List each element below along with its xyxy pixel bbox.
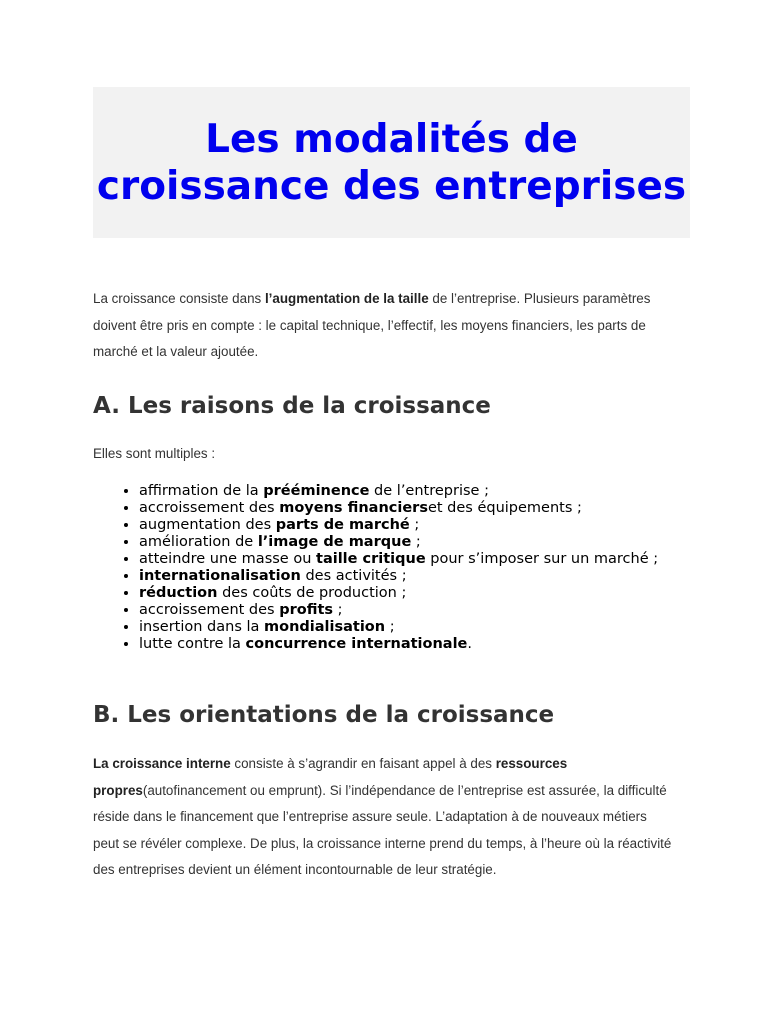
item-text: ;: [409, 517, 420, 533]
item-keyword: l’image de marque: [257, 534, 412, 550]
list-item: [139, 500, 679, 517]
item-keyword: taille critique: [316, 551, 426, 567]
list-item: [139, 602, 679, 619]
item-text: ;: [385, 619, 395, 635]
para-text: consiste à s’agrandir en faisant appel à des: [230, 756, 496, 771]
list-item: [139, 636, 679, 653]
item-keyword: moyens financiers: [279, 500, 428, 516]
section-a-lead: Elles sont multiples :: [93, 446, 216, 461]
item-keyword: réduction: [139, 585, 218, 601]
intro-paragraph: [93, 286, 673, 366]
item-keyword: concurrence internationale: [245, 636, 468, 652]
item-text: lutte contre la: [139, 636, 246, 652]
item-text: insertion dans la: [139, 619, 265, 635]
item-keyword: mondialisation: [264, 619, 386, 635]
para-bold: La croissance interne: [93, 756, 231, 771]
item-text: des coûts de production ;: [217, 585, 407, 601]
section-b-heading: B. Les orientations de la croissance: [93, 702, 555, 728]
section-a-heading: A. Les raisons de la croissance: [93, 393, 491, 419]
item-text: et des équipements ;: [427, 500, 582, 516]
list-item: [139, 585, 679, 602]
item-text: ;: [411, 534, 421, 550]
title-box: [93, 87, 690, 238]
reasons-list: [114, 483, 679, 653]
intro-text-start: La croissance consiste dans: [93, 291, 265, 306]
section-b-paragraph: [93, 751, 673, 884]
list-item: [139, 483, 679, 500]
list-item: [139, 534, 679, 551]
item-text: amélioration de: [139, 534, 258, 550]
item-text: accroissement des: [139, 500, 280, 516]
intro-text-end: de l’entreprise. Plusieurs paramètres doivent être pris en compte : le capital technique, l’effectif, les moyens financiers, les parts de marché et la valeur ajoutée.: [93, 291, 651, 360]
item-text: accroissement des: [139, 602, 280, 618]
para-text: (autofinancement ou emprunt). Si l’indépendance de l’entreprise est assurée, la difficulté réside dans le financement que l’entreprise assure seule. L’adaptation à de nouveaux métiers peut se révéler complexe. De plus, la croissance interne prend du temps, à l’heure où la réactivité des entreprises devient un élément incontournable de leur stratégie.: [93, 782, 672, 878]
item-text: ;: [333, 602, 343, 618]
item-text: .: [467, 636, 472, 652]
list-item: [139, 517, 679, 534]
list-item: [139, 551, 679, 568]
item-keyword: prééminence: [263, 483, 370, 499]
item-keyword: parts de marché: [275, 517, 410, 533]
item-text: des activités ;: [300, 568, 407, 584]
item-text: affirmation de la: [139, 483, 264, 499]
item-text: de l’entreprise ;: [369, 483, 489, 499]
item-text: augmentation des: [139, 517, 276, 533]
list-item: [139, 568, 679, 585]
para-bold: ressources propres: [93, 756, 568, 798]
item-keyword: internationalisation: [139, 568, 301, 584]
item-keyword: profits: [279, 602, 334, 618]
item-text: atteindre une masse ou: [139, 551, 317, 567]
item-text: pour s’imposer sur un marché ;: [425, 551, 659, 567]
intro-bold: l’augmentation de la taille: [264, 291, 429, 306]
page-title: Les modalités de croissance des entreprises: [96, 116, 687, 209]
list-item: [139, 619, 679, 636]
